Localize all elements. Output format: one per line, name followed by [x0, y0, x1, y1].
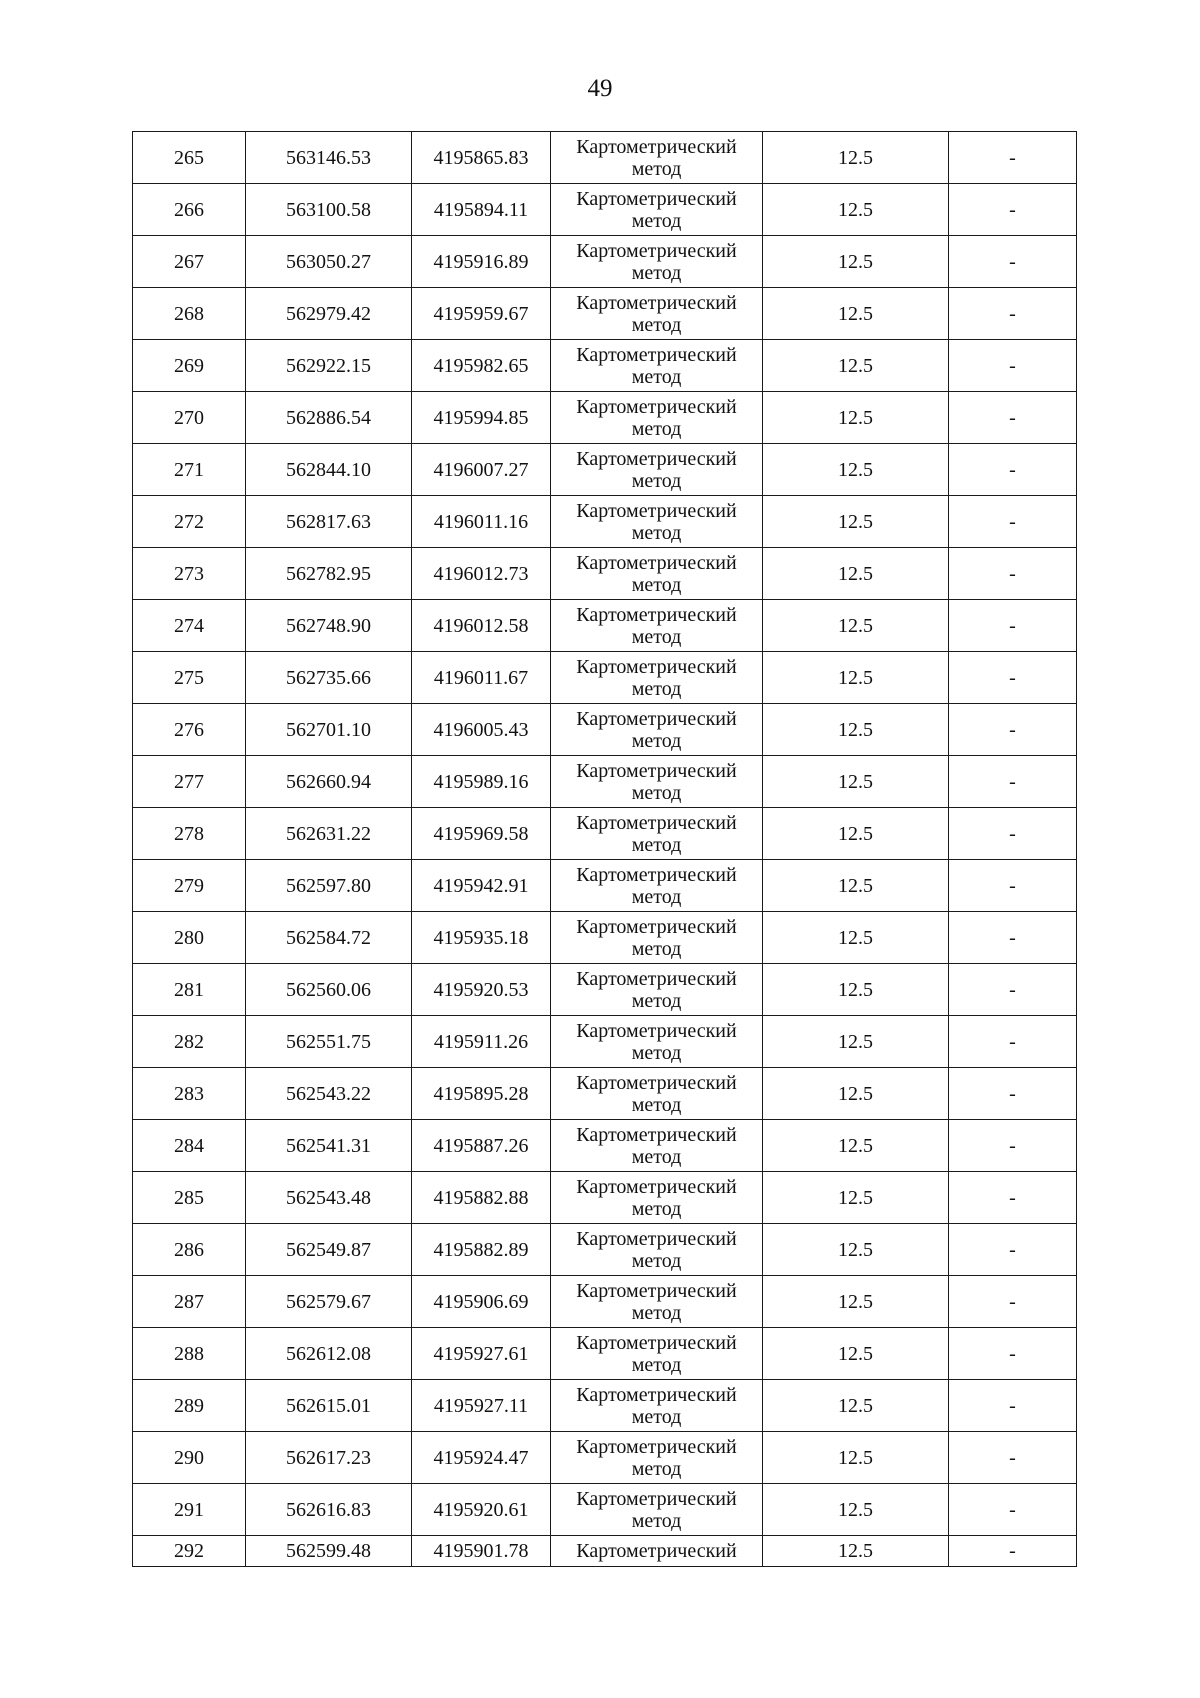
method-cell: Картометрический метод: [551, 1016, 763, 1068]
method-cell: Картометрический метод: [551, 964, 763, 1016]
x-coordinate-cell: 562599.48: [246, 1536, 412, 1567]
y-coordinate-cell: 4195920.61: [412, 1484, 551, 1536]
accuracy-cell: 12.5: [763, 912, 949, 964]
table-row: [133, 860, 1077, 912]
note-cell: -: [949, 704, 1077, 756]
point-number-cell: 291: [133, 1484, 246, 1536]
note-cell: -: [949, 652, 1077, 704]
method-cell: Картометрический метод: [551, 1328, 763, 1380]
x-coordinate-cell: 562748.90: [246, 600, 412, 652]
note-cell: -: [949, 1328, 1077, 1380]
table-row: [133, 756, 1077, 808]
table-row: [133, 496, 1077, 548]
method-cell: Картометрический метод: [551, 1484, 763, 1536]
point-number-cell: 285: [133, 1172, 246, 1224]
note-cell: -: [949, 1432, 1077, 1484]
x-coordinate-cell: 562701.10: [246, 704, 412, 756]
point-number-cell: 275: [133, 652, 246, 704]
x-coordinate-cell: 562549.87: [246, 1224, 412, 1276]
note-cell: -: [949, 1276, 1077, 1328]
accuracy-cell: 12.5: [763, 1068, 949, 1120]
point-number-cell: 281: [133, 964, 246, 1016]
accuracy-cell: 12.5: [763, 1276, 949, 1328]
note-cell: -: [949, 1380, 1077, 1432]
note-cell: -: [949, 236, 1077, 288]
point-number-cell: 292: [133, 1536, 246, 1567]
method-cell: Картометрический метод: [551, 1224, 763, 1276]
note-cell: -: [949, 184, 1077, 236]
note-cell: -: [949, 444, 1077, 496]
x-coordinate-cell: 562597.80: [246, 860, 412, 912]
method-cell: Картометрический метод: [551, 392, 763, 444]
accuracy-cell: 12.5: [763, 392, 949, 444]
y-coordinate-cell: 4195906.69: [412, 1276, 551, 1328]
point-number-cell: 274: [133, 600, 246, 652]
y-coordinate-cell: 4195901.78: [412, 1536, 551, 1567]
table-row: [133, 1484, 1077, 1536]
method-cell: Картометрический метод: [551, 496, 763, 548]
y-coordinate-cell: 4196011.67: [412, 652, 551, 704]
table-row: [133, 1172, 1077, 1224]
note-cell: -: [949, 392, 1077, 444]
accuracy-cell: 12.5: [763, 600, 949, 652]
accuracy-cell: 12.5: [763, 1120, 949, 1172]
table-row: [133, 704, 1077, 756]
note-cell: -: [949, 912, 1077, 964]
y-coordinate-cell: 4195935.18: [412, 912, 551, 964]
table-row: [133, 1224, 1077, 1276]
method-cell: Картометрический метод: [551, 704, 763, 756]
y-coordinate-cell: 4195916.89: [412, 236, 551, 288]
table-row: [133, 288, 1077, 340]
note-cell: -: [949, 1484, 1077, 1536]
point-number-cell: 289: [133, 1380, 246, 1432]
note-cell: -: [949, 808, 1077, 860]
y-coordinate-cell: 4195911.26: [412, 1016, 551, 1068]
point-number-cell: 267: [133, 236, 246, 288]
point-number-cell: 284: [133, 1120, 246, 1172]
note-cell: -: [949, 964, 1077, 1016]
method-cell: Картометрический метод: [551, 860, 763, 912]
accuracy-cell: 12.5: [763, 1432, 949, 1484]
x-coordinate-cell: 562541.31: [246, 1120, 412, 1172]
method-cell: Картометрический метод: [551, 236, 763, 288]
table-row: [133, 1068, 1077, 1120]
accuracy-cell: 12.5: [763, 236, 949, 288]
table-row: [133, 652, 1077, 704]
y-coordinate-cell: 4195942.91: [412, 860, 551, 912]
y-coordinate-cell: 4195982.65: [412, 340, 551, 392]
note-cell: -: [949, 340, 1077, 392]
point-number-cell: 282: [133, 1016, 246, 1068]
table-row: [133, 132, 1077, 184]
point-number-cell: 272: [133, 496, 246, 548]
table-row: [133, 1432, 1077, 1484]
accuracy-cell: 12.5: [763, 1536, 949, 1567]
note-cell: -: [949, 288, 1077, 340]
x-coordinate-cell: 562782.95: [246, 548, 412, 600]
accuracy-cell: 12.5: [763, 1016, 949, 1068]
table-row: [133, 444, 1077, 496]
method-cell: Картометрический: [551, 1536, 763, 1567]
y-coordinate-cell: 4196012.58: [412, 600, 551, 652]
y-coordinate-cell: 4196007.27: [412, 444, 551, 496]
accuracy-cell: 12.5: [763, 1484, 949, 1536]
note-cell: -: [949, 756, 1077, 808]
method-cell: Картометрический метод: [551, 1068, 763, 1120]
method-cell: Картометрический метод: [551, 548, 763, 600]
point-number-cell: 270: [133, 392, 246, 444]
note-cell: -: [949, 548, 1077, 600]
x-coordinate-cell: 562543.48: [246, 1172, 412, 1224]
table-row: [133, 600, 1077, 652]
method-cell: Картометрический метод: [551, 1380, 763, 1432]
table-row: [133, 236, 1077, 288]
point-number-cell: 279: [133, 860, 246, 912]
table-row: [133, 808, 1077, 860]
x-coordinate-cell: 562922.15: [246, 340, 412, 392]
point-number-cell: 277: [133, 756, 246, 808]
method-cell: Картометрический метод: [551, 1276, 763, 1328]
x-coordinate-cell: 562551.75: [246, 1016, 412, 1068]
page-number: 49: [587, 75, 613, 102]
note-cell: -: [949, 1068, 1077, 1120]
x-coordinate-cell: 562617.23: [246, 1432, 412, 1484]
table-row: [133, 964, 1077, 1016]
accuracy-cell: 12.5: [763, 964, 949, 1016]
note-cell: -: [949, 1536, 1077, 1567]
point-number-cell: 266: [133, 184, 246, 236]
point-number-cell: 268: [133, 288, 246, 340]
x-coordinate-cell: 562615.01: [246, 1380, 412, 1432]
table-row: [133, 1328, 1077, 1380]
accuracy-cell: 12.5: [763, 1380, 949, 1432]
table-row: [133, 1016, 1077, 1068]
point-number-cell: 286: [133, 1224, 246, 1276]
note-cell: -: [949, 1016, 1077, 1068]
accuracy-cell: 12.5: [763, 288, 949, 340]
method-cell: Картометрический метод: [551, 1172, 763, 1224]
y-coordinate-cell: 4196005.43: [412, 704, 551, 756]
method-cell: Картометрический метод: [551, 1432, 763, 1484]
method-cell: Картометрический метод: [551, 808, 763, 860]
method-cell: Картометрический метод: [551, 444, 763, 496]
point-number-cell: 265: [133, 132, 246, 184]
accuracy-cell: 12.5: [763, 548, 949, 600]
method-cell: Картометрический метод: [551, 756, 763, 808]
table-row: [133, 1536, 1077, 1567]
x-coordinate-cell: 562660.94: [246, 756, 412, 808]
table-row: [133, 1276, 1077, 1328]
x-coordinate-cell: 563050.27: [246, 236, 412, 288]
x-coordinate-cell: 562560.06: [246, 964, 412, 1016]
x-coordinate-cell: 562631.22: [246, 808, 412, 860]
y-coordinate-cell: 4195994.85: [412, 392, 551, 444]
method-cell: Картометрический метод: [551, 1120, 763, 1172]
accuracy-cell: 12.5: [763, 1224, 949, 1276]
coordinates-table: [132, 131, 1077, 1567]
point-number-cell: 290: [133, 1432, 246, 1484]
x-coordinate-cell: 562579.67: [246, 1276, 412, 1328]
coordinates-table-body: [133, 132, 1077, 1567]
x-coordinate-cell: 562817.63: [246, 496, 412, 548]
x-coordinate-cell: 562543.22: [246, 1068, 412, 1120]
point-number-cell: 287: [133, 1276, 246, 1328]
x-coordinate-cell: 562735.66: [246, 652, 412, 704]
note-cell: -: [949, 132, 1077, 184]
y-coordinate-cell: 4195865.83: [412, 132, 551, 184]
table-row: [133, 548, 1077, 600]
accuracy-cell: 12.5: [763, 184, 949, 236]
x-coordinate-cell: 563146.53: [246, 132, 412, 184]
point-number-cell: 269: [133, 340, 246, 392]
y-coordinate-cell: 4195920.53: [412, 964, 551, 1016]
table-row: [133, 340, 1077, 392]
note-cell: -: [949, 1172, 1077, 1224]
point-number-cell: 273: [133, 548, 246, 600]
method-cell: Картометрический метод: [551, 340, 763, 392]
method-cell: Картометрический метод: [551, 184, 763, 236]
point-number-cell: 283: [133, 1068, 246, 1120]
y-coordinate-cell: 4196011.16: [412, 496, 551, 548]
method-cell: Картометрический метод: [551, 600, 763, 652]
y-coordinate-cell: 4196012.73: [412, 548, 551, 600]
y-coordinate-cell: 4195927.11: [412, 1380, 551, 1432]
y-coordinate-cell: 4195887.26: [412, 1120, 551, 1172]
y-coordinate-cell: 4195969.58: [412, 808, 551, 860]
y-coordinate-cell: 4195882.88: [412, 1172, 551, 1224]
note-cell: -: [949, 1224, 1077, 1276]
point-number-cell: 280: [133, 912, 246, 964]
note-cell: -: [949, 600, 1077, 652]
table-row: [133, 1120, 1077, 1172]
y-coordinate-cell: 4195927.61: [412, 1328, 551, 1380]
accuracy-cell: 12.5: [763, 860, 949, 912]
x-coordinate-cell: 562979.42: [246, 288, 412, 340]
accuracy-cell: 12.5: [763, 444, 949, 496]
x-coordinate-cell: 563100.58: [246, 184, 412, 236]
table-row: [133, 184, 1077, 236]
x-coordinate-cell: 562886.54: [246, 392, 412, 444]
accuracy-cell: 12.5: [763, 1328, 949, 1380]
accuracy-cell: 12.5: [763, 756, 949, 808]
accuracy-cell: 12.5: [763, 808, 949, 860]
accuracy-cell: 12.5: [763, 132, 949, 184]
note-cell: -: [949, 496, 1077, 548]
point-number-cell: 276: [133, 704, 246, 756]
point-number-cell: 271: [133, 444, 246, 496]
method-cell: Картометрический метод: [551, 912, 763, 964]
method-cell: Картометрический метод: [551, 132, 763, 184]
accuracy-cell: 12.5: [763, 652, 949, 704]
y-coordinate-cell: 4195894.11: [412, 184, 551, 236]
accuracy-cell: 12.5: [763, 496, 949, 548]
accuracy-cell: 12.5: [763, 1172, 949, 1224]
accuracy-cell: 12.5: [763, 704, 949, 756]
note-cell: -: [949, 1120, 1077, 1172]
method-cell: Картометрический метод: [551, 288, 763, 340]
x-coordinate-cell: 562844.10: [246, 444, 412, 496]
table-row: [133, 1380, 1077, 1432]
y-coordinate-cell: 4195924.47: [412, 1432, 551, 1484]
x-coordinate-cell: 562616.83: [246, 1484, 412, 1536]
y-coordinate-cell: 4195895.28: [412, 1068, 551, 1120]
note-cell: -: [949, 860, 1077, 912]
table-row: [133, 912, 1077, 964]
x-coordinate-cell: 562584.72: [246, 912, 412, 964]
point-number-cell: 288: [133, 1328, 246, 1380]
y-coordinate-cell: 4195989.16: [412, 756, 551, 808]
method-cell: Картометрический метод: [551, 652, 763, 704]
point-number-cell: 278: [133, 808, 246, 860]
accuracy-cell: 12.5: [763, 340, 949, 392]
table-row: [133, 392, 1077, 444]
y-coordinate-cell: 4195882.89: [412, 1224, 551, 1276]
x-coordinate-cell: 562612.08: [246, 1328, 412, 1380]
y-coordinate-cell: 4195959.67: [412, 288, 551, 340]
